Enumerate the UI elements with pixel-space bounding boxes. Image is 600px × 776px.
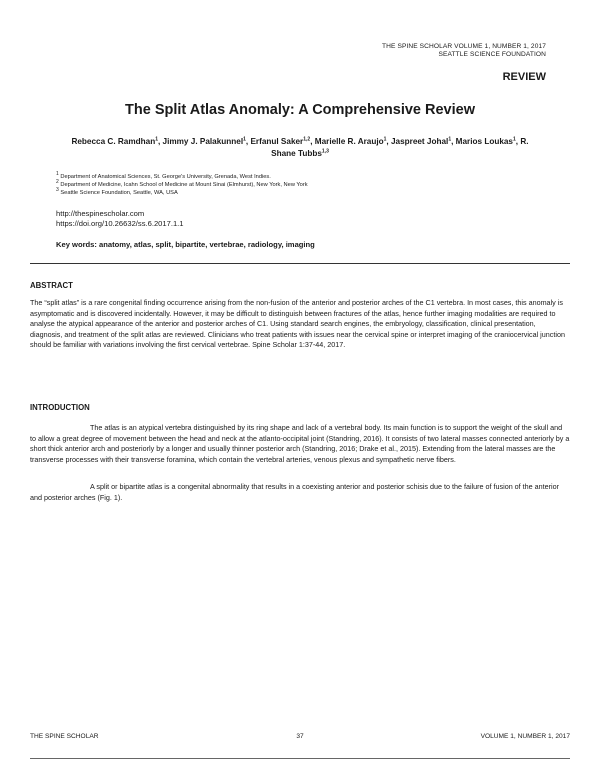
author-name: Marios Loukas — [455, 137, 513, 146]
affiliation-1: $^1$ Department of Anatomical Sciences, St. George's University, Grenada, West Indies. — [56, 171, 271, 180]
article-type-label: REVIEW — [502, 71, 546, 83]
abstract-text: The “split atlas” is a rare congenital finding occurrence arising from the non-fusion of the anterior and posterior arches of the C1 vertebra. In most cases, this anomaly is asymptomatic and is discovered incidentally. However, it may be difficult to distinguish between fractures of the atlas, hence further imaging modalities are required to analyse the atypical appearance of the anterior and posterior arches of C1. Using standard search engines, the embryology, classification, clinical presentation, diagnosis, and treatment of the split atlas are reviewed. Clinicians who treat patients with issues near the cervical spine or interpret imaging of the craniocervical junction should be familiar with variations involving the first cervical vertebrae. Spine Scholar 1:37-44, 2017. — [30, 298, 565, 349]
author-affiliation-mark: 1 — [243, 136, 246, 143]
author-name: R. Shane Tubbs — [271, 137, 529, 158]
author-affiliation-mark: 1 — [513, 136, 516, 143]
footer-divider — [30, 758, 570, 759]
author-name: Erfanul Saker — [250, 137, 304, 146]
journal-website-link[interactable]: http://thespinescholar.com — [56, 209, 145, 218]
author-affiliation-mark: 1,3 — [321, 148, 329, 155]
article-title: The Split Atlas Anomaly: A Comprehensive Review — [125, 102, 475, 118]
author-affiliation-mark: 1 — [383, 136, 387, 143]
affiliation-3: $^3$ Seattle Science Foundation, Seattle, WA, USA — [56, 187, 178, 196]
introduction-paragraph-2: A split or bipartite atlas is a congenital abnormality that results in a coexisting anterior and posterior schisis due to the failure of fusion of the anterior and posterior arches (Fig. 1). — [30, 482, 560, 502]
author-name: Marielle R. Araujo — [314, 137, 384, 146]
author-list: Rebecca C. Ramdhan$^1$, Jimmy J. Palakunnel$^1$, Erfanul Saker$^{1,2}$, Marielle R. Araujo$^1$, Jaspreet Johal$^1$, Marios Loukas$^1$, R. Shane Tubbs$^{1,3}$ — [71, 136, 529, 158]
author-name: Rebecca C. Ramdhan — [71, 137, 156, 146]
footer-journal-name: THE SPINE SCHOLAR — [30, 733, 99, 740]
affiliation-2: $^2$ Department of Medicine, Icahn School of Medicine at Mount Sinai (Elmhurst), New York, New York — [56, 179, 308, 188]
journal-header-line2: SEATTLE SCIENCE FOUNDATION — [438, 51, 546, 58]
author — [250, 137, 310, 146]
author — [456, 137, 516, 146]
footer-volume: VOLUME 1, NUMBER 1, 2017 — [480, 733, 570, 740]
author-name: Jimmy J. Palakunnel — [162, 137, 244, 146]
author-affiliation-mark: 1,2 — [303, 136, 311, 143]
author — [391, 137, 451, 146]
introduction-paragraph-1: The atlas is an atypical vertebra distinguished by its ring shape and lack of a vertebral body. Its main function is to support the weight of the skull and to allow a great degree of movement between the head and neck at the atlanto-occipital joint (Standring, 2016). It consists of two lateral masses connected anteriorly by a short thick anterior arch and posteriorly by a longer and usually thinner posterior arch (Standring, 2016; Drake et al., 2015). Extending from the lateral masses are the transverse processes with their transverse foramina, which contain the vertebral arteries, venous plexus and sympathetic nerve fibers. — [30, 423, 570, 464]
author-affiliation-mark: 1 — [448, 136, 452, 143]
author — [71, 137, 158, 146]
abstract-heading: ABSTRACT — [30, 281, 73, 290]
journal-header-line1: THE SPINE SCHOLAR VOLUME 1, NUMBER 1, 2017 — [382, 43, 546, 50]
author-name: Jaspreet Johal — [390, 137, 449, 146]
introduction-heading: INTRODUCTION — [30, 403, 90, 412]
author — [315, 137, 387, 146]
section-divider — [30, 263, 570, 264]
author-affiliation-mark: 1 — [155, 136, 158, 143]
author — [163, 137, 246, 146]
page-number: 37 — [296, 733, 304, 740]
keywords: Key words: anatomy, atlas, split, bipartite, vertebrae, radiology, imaging — [56, 240, 315, 249]
doi-link[interactable]: https://doi.org/10.26632/ss.6.2017.1.1 — [56, 219, 184, 228]
